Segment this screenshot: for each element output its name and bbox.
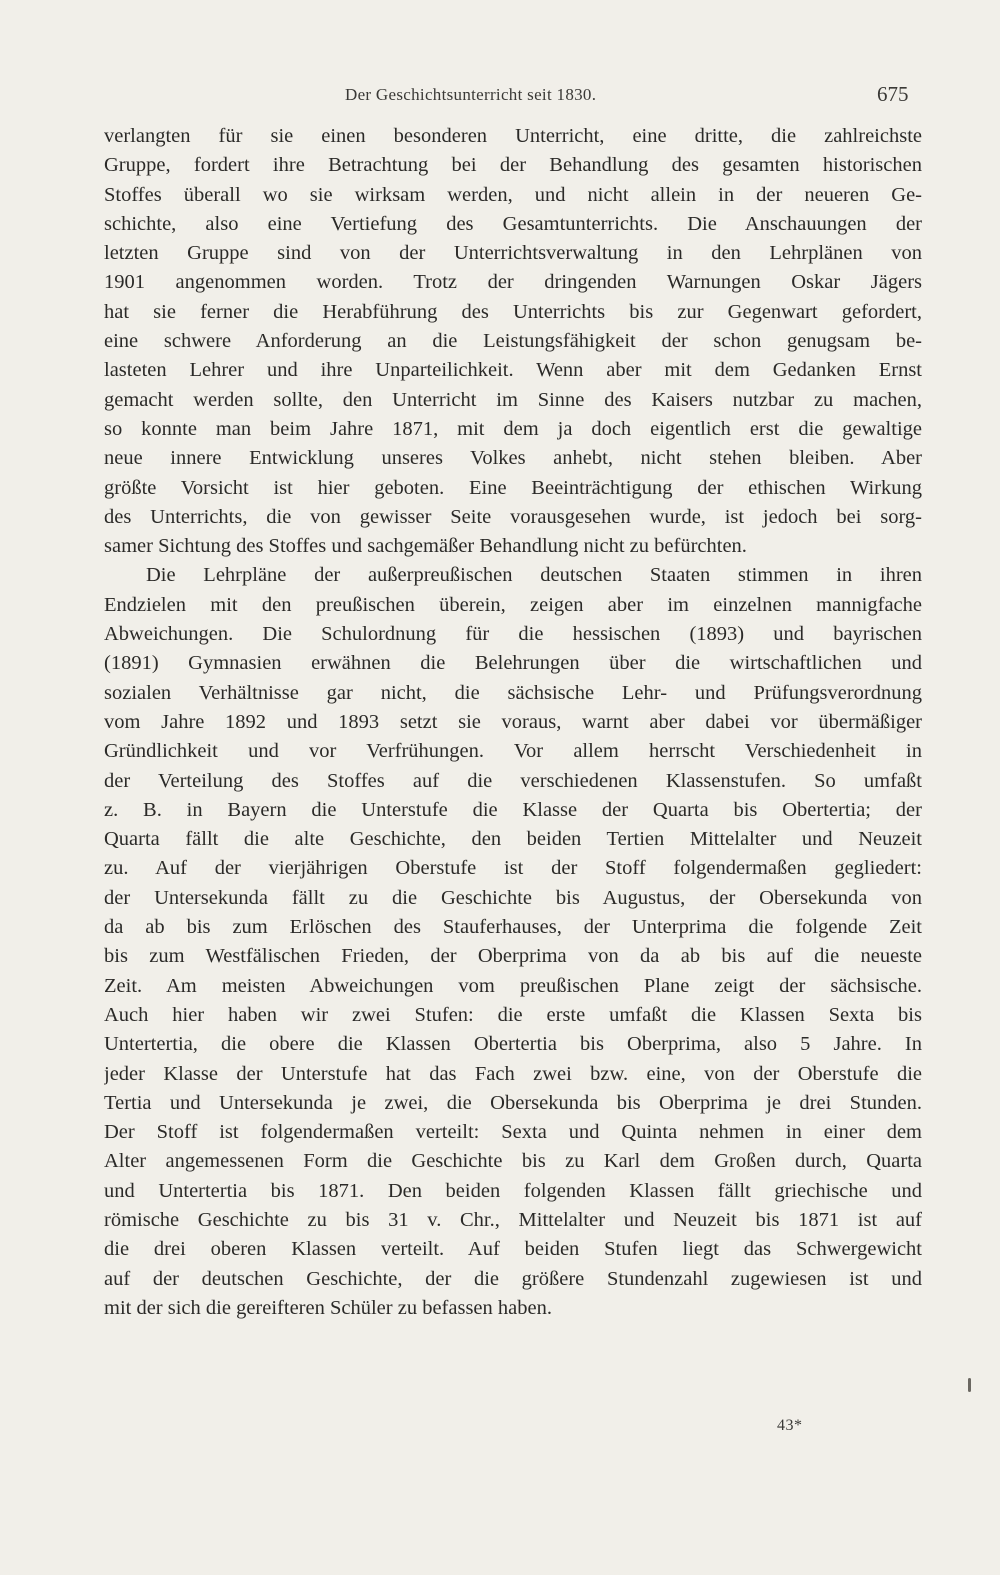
text-line: auf der deutschen Geschichte, der die größere Stundenzahl zugewiesen ist und (104, 1267, 922, 1290)
text-line: lasteten Lehrer und ihre Unparteilichkeit. Wenn aber mit dem Gedanken Ernst (104, 359, 922, 382)
text-line: neue innere Entwicklung unseres Volkes anhebt, nicht stehen bleiben. Aber (104, 447, 922, 470)
text-line: der Untersekunda fällt zu die Geschichte bis Augustus, der Obersekunda von (104, 886, 922, 909)
text-line: Gründlichkeit und vor Verfrühungen. Vor allem herrscht Verschiedenheit in (104, 740, 922, 763)
text-line: zu. Auf der vierjährigen Oberstufe ist der Stoff folgendermaßen gegliedert: (104, 857, 922, 880)
text-line: Tertia und Untersekunda je zwei, die Obersekunda bis Oberprima je drei Stunden. (104, 1091, 922, 1114)
text-line: hat sie ferner die Herabführung des Unterrichts bis zur Gegenwart gefordert, (104, 300, 922, 323)
text-line: Gruppe, fordert ihre Betrachtung bei der Behandlung des gesamten historischen (104, 154, 922, 177)
paper-speck (968, 1378, 971, 1392)
text-line: Auch hier haben wir zwei Stufen: die erste umfaßt die Klassen Sexta bis (104, 1003, 922, 1026)
text-line: Zeit. Am meisten Abweichungen vom preußischen Plane zeigt der sächsische. (104, 974, 922, 997)
text-line: (1891) Gymnasien erwähnen die Belehrungen über die wirtschaftlichen und (104, 652, 922, 675)
text-line: z. B. in Bayern die Unterstufe die Klasse der Quarta bis Obertertia; der (104, 798, 922, 821)
text-line: mit der sich die gereifteren Schüler zu befassen haben. (104, 1296, 552, 1319)
text-line: 1901 angenommen worden. Trotz der dringenden Warnungen Oskar Jägers (104, 271, 922, 294)
text-line: letzten Gruppe sind von der Unterrichtsverwaltung in den Lehrplänen von (104, 242, 922, 265)
text-line: der Verteilung des Stoffes auf die verschiedenen Klassenstufen. So umfaßt (104, 769, 922, 792)
text-line: Abweichungen. Die Schulordnung für die hessischen (1893) und bayrischen (104, 623, 922, 646)
text-line: Der Stoff ist folgendermaßen verteilt: Sexta und Quinta nehmen in einer dem (104, 1121, 922, 1144)
text-line: und Untertertia bis 1871. Den beiden folgenden Klassen fällt griechische und (104, 1179, 922, 1202)
text-line-paragraph-start: Die Lehrpläne der außerpreußischen deutschen Staaten stimmen in ihren (146, 564, 922, 587)
text-line: jeder Klasse der Unterstufe hat das Fach zwei bzw. eine, von der Oberstufe die (104, 1062, 922, 1085)
text-line: Alter angemessenen Form die Geschichte bis zu Karl dem Großen durch, Quarta (104, 1150, 922, 1173)
text-line: römische Geschichte zu bis 31 v. Chr., Mittelalter und Neuzeit bis 1871 ist auf (104, 1208, 922, 1231)
text-line: da ab bis zum Erlöschen des Stauferhauses, der Unterprima die folgende Zeit (104, 916, 922, 939)
body-text (104, 122, 922, 1323)
text-line: bis zum Westfälischen Frieden, der Oberprima von da ab bis auf die neueste (104, 945, 922, 968)
running-title: Der Geschichtsunterricht seit 1830. (345, 85, 597, 104)
text-line: vom Jahre 1892 und 1893 setzt sie voraus, warnt aber dabei vor übermäßiger (104, 710, 922, 733)
text-line: verlangten für sie einen besonderen Unterricht, eine dritte, die zahlreichste (104, 125, 922, 147)
text-line: gemacht werden sollte, den Unterricht im Sinne des Kaisers nutzbar zu machen, (104, 388, 922, 411)
signature-mark: 43* (777, 1417, 803, 1434)
text-line: größte Vorsicht ist hier geboten. Eine Beeinträchtigung der ethischen Wirkung (104, 476, 922, 499)
page-number: 675 (877, 82, 909, 106)
text-line: Untertertia, die obere die Klassen Obertertia bis Oberprima, also 5 Jahre. In (104, 1033, 922, 1056)
text-line: samer Sichtung des Stoffes und sachgemäßer Behandlung nicht zu befürchten. (104, 535, 747, 558)
text-line: des Unterrichts, die von gewisser Seite vorausgesehen wurde, ist jedoch bei sorg- (104, 505, 922, 528)
text-line: schichte, also eine Vertiefung des Gesamtunterrichts. Die Anschauungen der (104, 212, 922, 235)
text-line: so konnte man beim Jahre 1871, mit dem ja doch eigentlich erst die gewaltige (104, 417, 922, 440)
text-line: Quarta fällt die alte Geschichte, den beiden Tertien Mittelalter und Neuzeit (104, 828, 922, 851)
text-line: die drei oberen Klassen verteilt. Auf beiden Stufen liegt das Schwergewicht (104, 1238, 922, 1261)
text-line: Endzielen mit den preußischen überein, zeigen aber im einzelnen mannigfache (104, 593, 922, 616)
text-line: sozialen Verhältnisse gar nicht, die sächsische Lehr- und Prüfungsverordnung (104, 681, 922, 704)
text-line: Stoffes überall wo sie wirksam werden, und nicht allein in der neueren Ge- (104, 183, 922, 206)
text-line: eine schwere Anforderung an die Leistungsfähigkeit der schon genugsam be- (104, 330, 922, 353)
